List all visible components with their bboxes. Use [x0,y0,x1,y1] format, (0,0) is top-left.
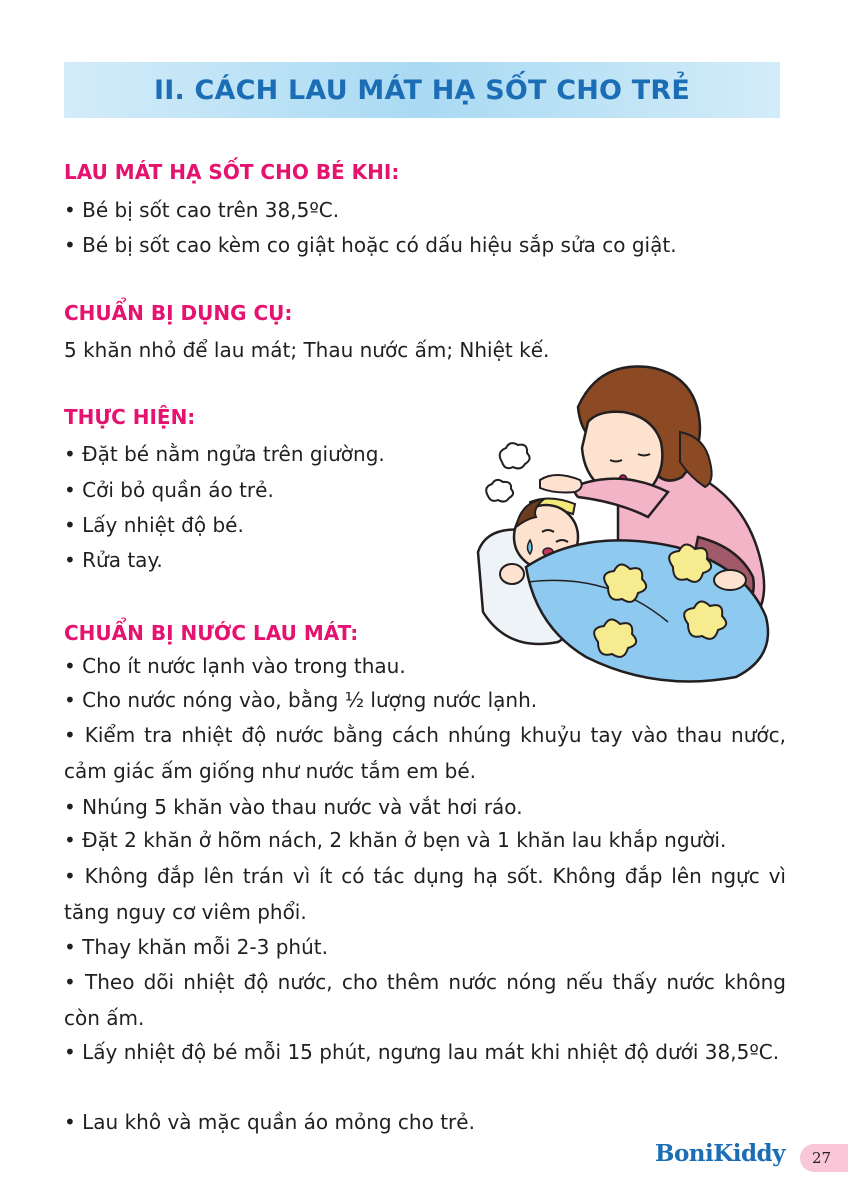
list-item: • Lau khô và mặc quần áo mỏng cho trẻ. [64,1110,475,1134]
tools-text: 5 khăn nhỏ để lau mát; Thau nước ấm; Nhiệt kế. [64,338,550,362]
list-item: • Kiểm tra nhiệt độ nước bằng cách nhúng khuỷu tay vào thau nước, cảm giác ấm giống như nước tắm em bé. [64,723,786,783]
brand-logo: BoniKiddy [655,1140,785,1167]
list-item: • Bé bị sốt cao kèm co giật hoặc có dấu hiệu sắp sửa co giật. [64,233,677,257]
list-item: • Theo dõi nhiệt độ nước, cho thêm nước nóng nếu thấy nước không còn ấm. [64,970,786,1030]
mother-caring-sick-baby-illustration [468,362,784,694]
page-title: II. CÁCH LAU MÁT HẠ SỐT CHO TRẺ [153,74,691,106]
list-item: • Rửa tay. [64,548,163,572]
section-heading-tools: CHUẨN BỊ DỤNG CỤ: [64,301,293,325]
list-item: • Lấy nhiệt độ bé mỗi 15 phút, ngưng lau mát khi nhiệt độ dưới 38,5ºC. [64,1040,780,1064]
list-item: • Thay khăn mỗi 2-3 phút. [64,935,328,959]
page-number: 27 [812,1149,832,1167]
section-heading-steps: THỰC HIỆN: [64,405,196,429]
list-item: • Cởi bỏ quần áo trẻ. [64,478,274,502]
section-heading-when: LAU MÁT HẠ SỐT CHO BÉ KHI: [64,160,400,184]
list-item: • Nhúng 5 khăn vào thau nước và vắt hơi ráo. [64,795,523,819]
list-item: • Lấy nhiệt độ bé. [64,513,244,537]
list-item: • Cho ít nước lạnh vào trong thau. [64,654,406,678]
list-item: • Đặt bé nằm ngửa trên giường. [64,442,385,466]
list-item: • Cho nước nóng vào, bằng ½ lượng nước lạnh. [64,688,538,712]
title-banner [64,62,780,118]
section-heading-water: CHUẨN BỊ NƯỚC LAU MÁT: [64,621,359,645]
list-item: • Đặt 2 khăn ở hõm nách, 2 khăn ở bẹn và 1 khăn lau khắp người. [64,828,727,852]
list-item: • Không đắp lên trán vì ít có tác dụng hạ sốt. Không đắp lên ngực vì tăng nguy cơ viêm phổi. [64,864,786,924]
list-item: • Bé bị sốt cao trên 38,5ºC. [64,198,340,222]
